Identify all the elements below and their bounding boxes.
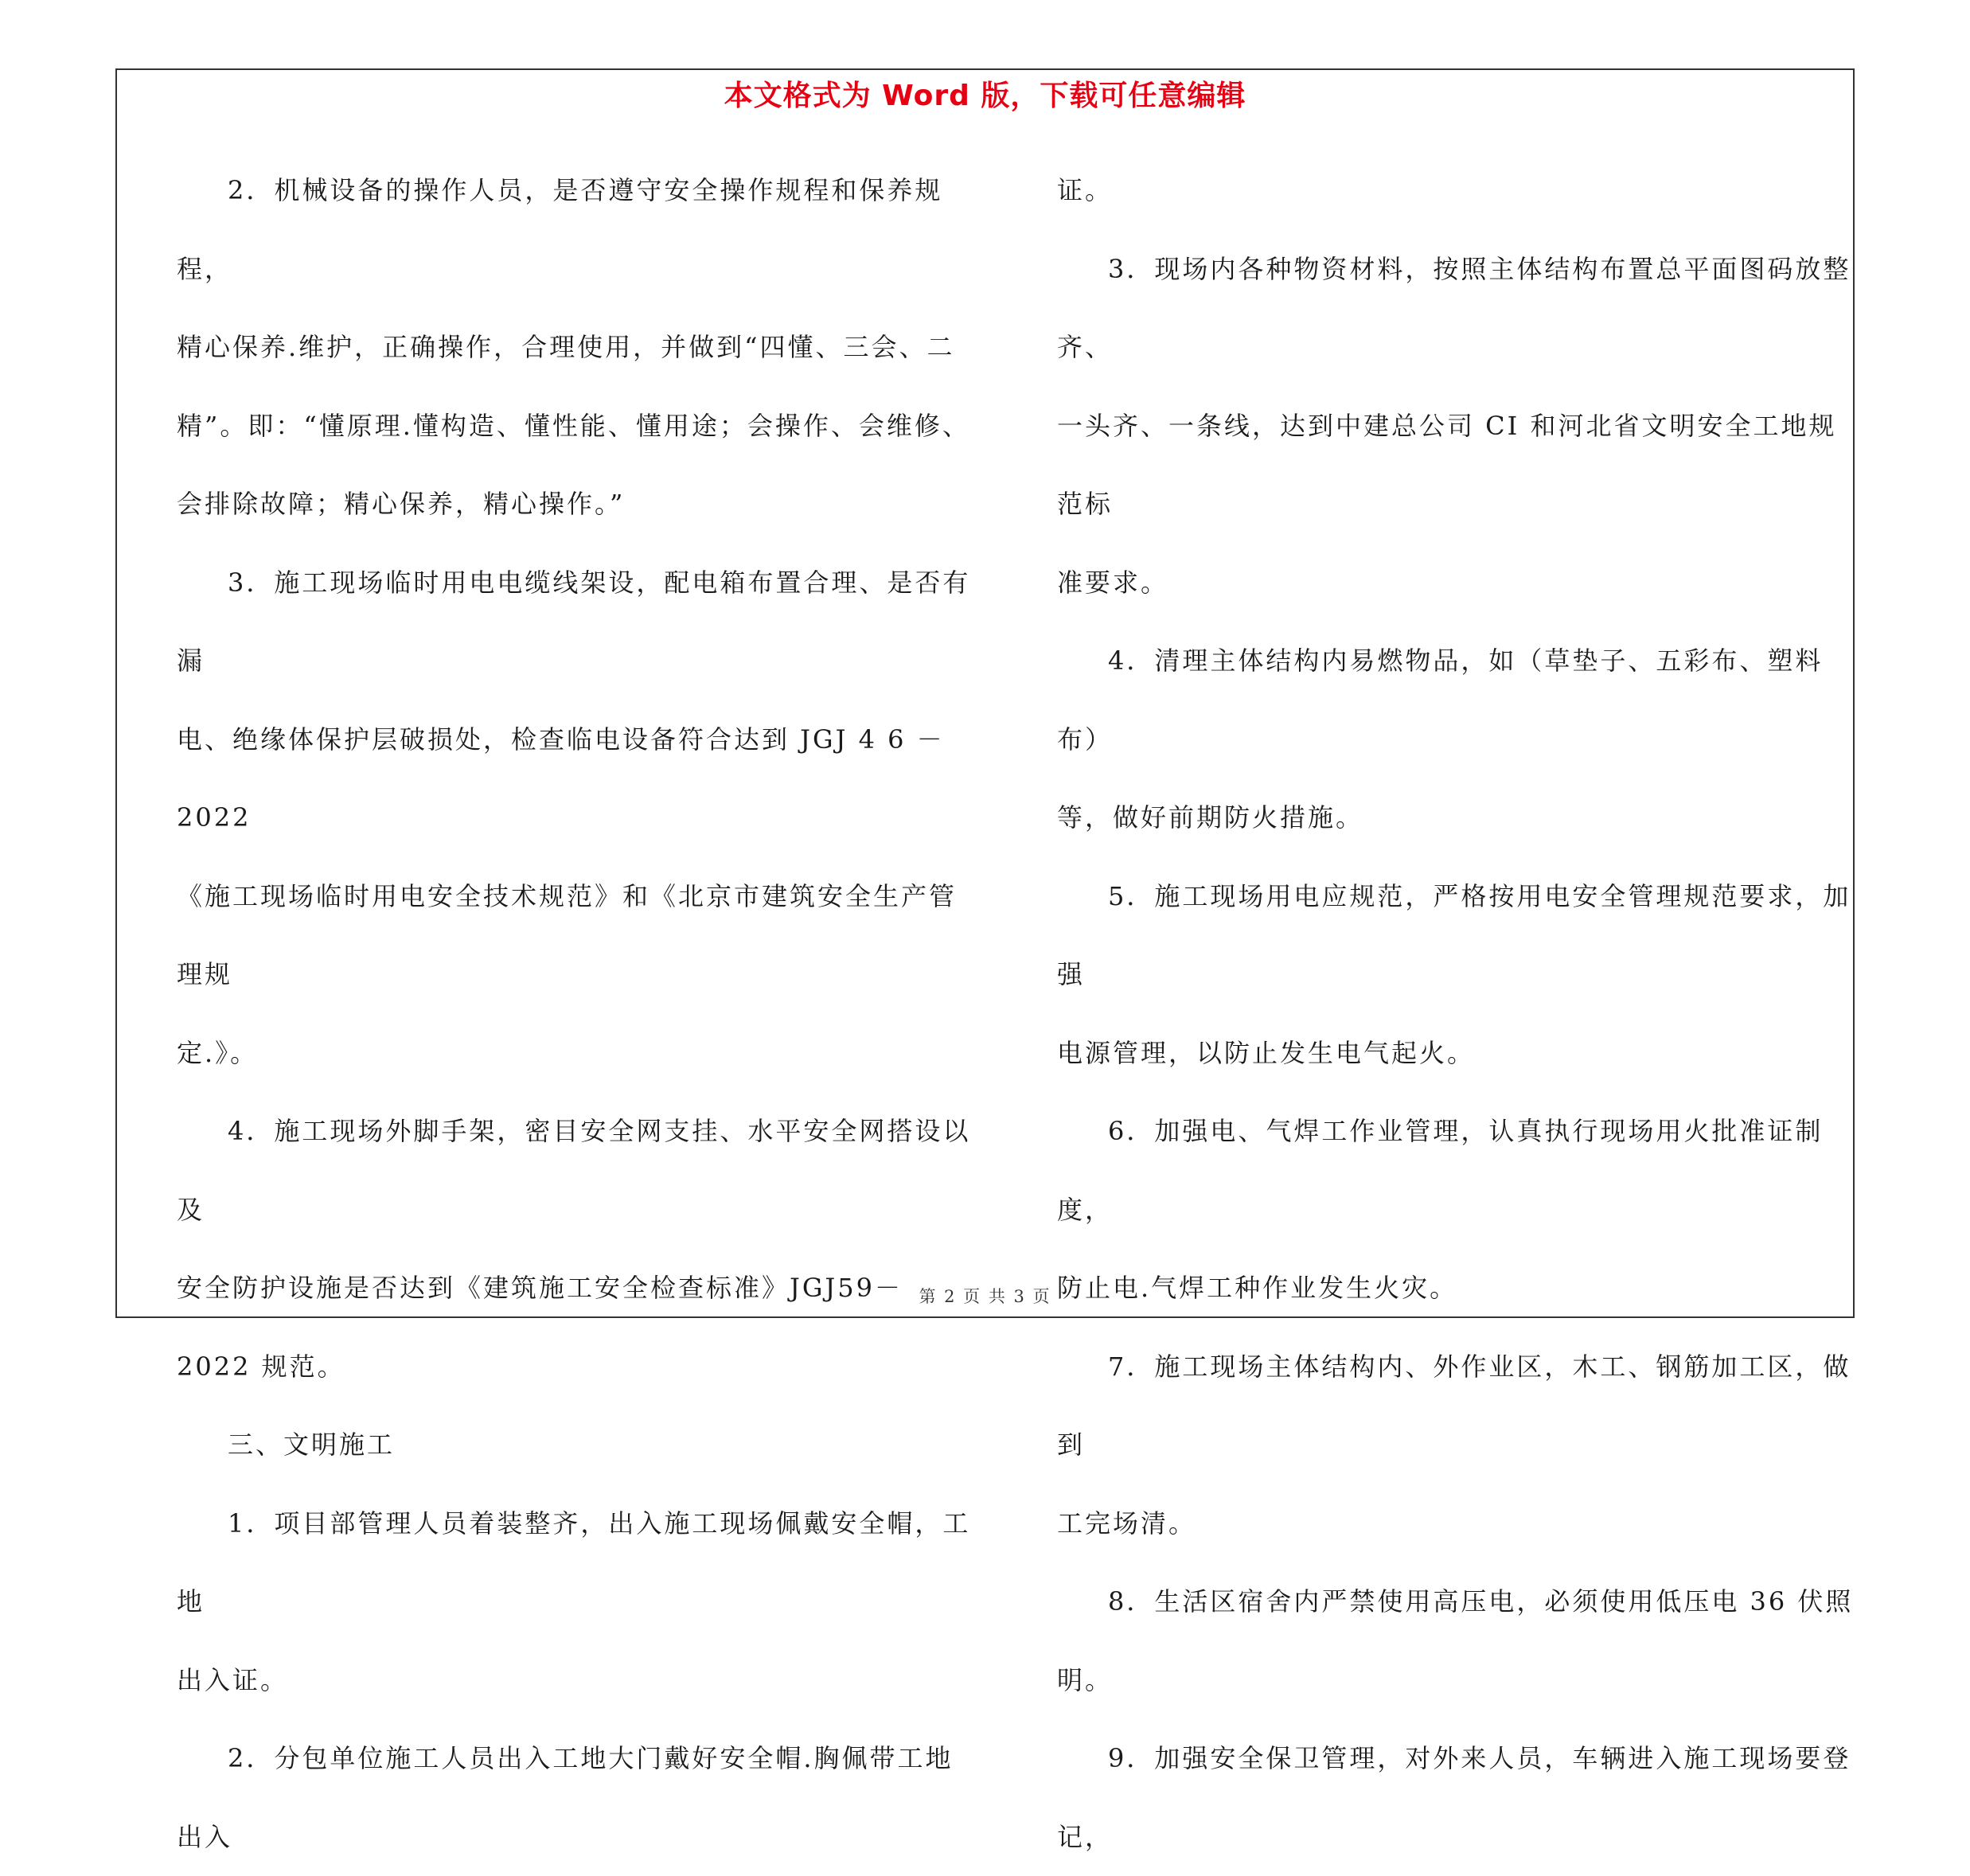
- right-text-column: [1057, 151, 1861, 1876]
- text-line: 安全防护设施是否达到《建筑施工安全检查标准》JGJ59－2022 规范。: [177, 1273, 903, 1382]
- text-line: 4．施工现场外脚手架，密目安全网支挂、水平安全网搭设以及: [177, 1116, 971, 1225]
- text-line: 工完场清。: [1057, 1507, 1197, 1539]
- text-line: 精”。即：“懂原理.懂构造、懂性能、懂用途；会操作、会维修、: [177, 410, 970, 441]
- text-line: 4．清理主体结构内易燃物品，如（草垫子、五彩布、塑料布）: [1057, 645, 1824, 755]
- text-line: 定.》。: [177, 1037, 259, 1068]
- text-line: 精心保养.维护，正确操作，合理使用，并做到“四懂、三会、二: [177, 332, 955, 362]
- word-format-banner: 本文格式为 Word 版，下载可任意编辑: [724, 80, 1246, 112]
- text-line: 2．机械设备的操作人员，是否遵守安全操作规程和保养规程，: [177, 175, 943, 284]
- text-line: 准要求。: [1057, 567, 1169, 598]
- page-number-footer: 第 2 页 共 3 页: [919, 1287, 1051, 1306]
- text-line: 《施工现场临时用电安全技术规范》和《北京市建筑安全生产管理规: [177, 880, 958, 989]
- text-line: 1．项目部管理人员着装整齐，出入施工现场佩戴安全帽，工地: [177, 1507, 971, 1617]
- text-line: 3．现场内各种物资材料，按照主体结构布置总平面图码放整齐、: [1057, 253, 1851, 362]
- text-line: 7．施工现场主体结构内、外作业区，木工、钢筋加工区，做到: [1057, 1351, 1851, 1460]
- text-line: 一头齐、一条线，达到中建总公司 CI 和河北省文明安全工地规范标: [1057, 410, 1837, 519]
- text-line: 防止电.气焊工种作业发生火灾。: [1057, 1273, 1458, 1303]
- left-text-column: [177, 151, 973, 1876]
- text-line: 证。: [1057, 175, 1114, 205]
- text-line: 等，做好前期防火措施。: [1057, 802, 1364, 833]
- text-line: 会排除故障；精心保养，精心操作。”: [177, 489, 626, 519]
- text-line: 9．加强安全保卫管理，对外来人员，车辆进入施工现场要登记，: [1057, 1743, 1851, 1852]
- text-line: 5．施工现场用电应规范，严格按用电安全管理规范要求，加强: [1057, 880, 1851, 989]
- text-line: 电源管理，以防止发生电气起火。: [1057, 1037, 1476, 1068]
- text-line: 电、绝缘体保护层破损处，检查临电设备符合达到 JGJ 4 6 －2022: [177, 723, 945, 833]
- text-line: 6．加强电、气焊工作业管理，认真执行现场用火批准证制度，: [1057, 1116, 1824, 1225]
- text-line: 出入证。: [177, 1664, 289, 1695]
- text-line: 2．分包单位施工人员出入工地大门戴好安全帽.胸佩带工地出入: [177, 1743, 954, 1852]
- text-line: 3．施工现场临时用电电缆线架设，配电箱布置合理、是否有漏: [177, 567, 971, 676]
- text-line: 8．生活区宿舍内严禁使用高压电，必须使用低压电 36 伏照明。: [1057, 1586, 1854, 1695]
- section-heading: 三、文明施工: [228, 1429, 396, 1460]
